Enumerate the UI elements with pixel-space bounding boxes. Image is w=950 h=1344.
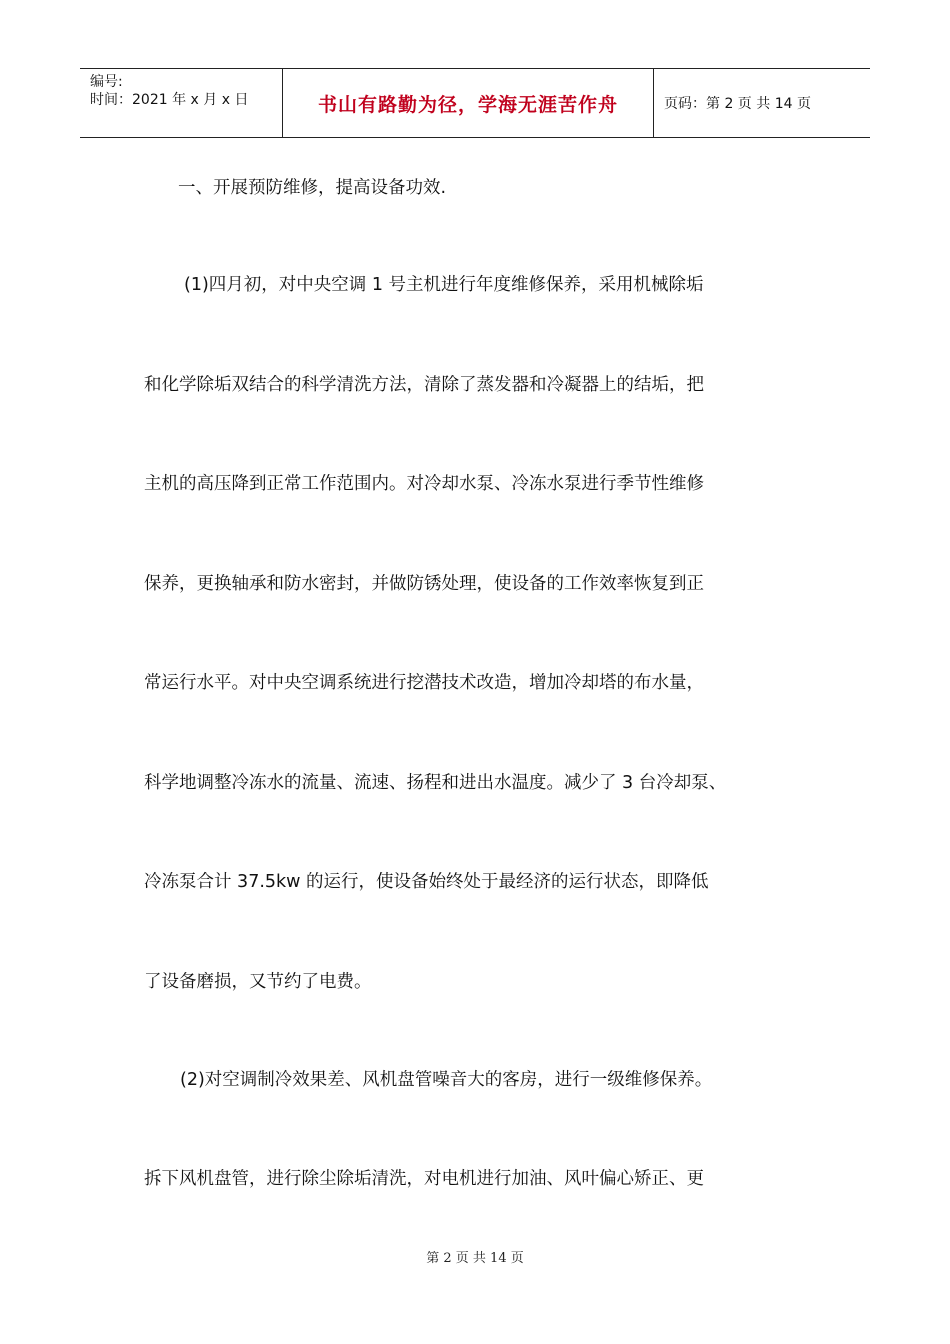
header-page-info: 页码：第 2 页 共 14 页 [664,96,811,112]
paragraph-line: 冷冻泵合计 37.5kw 的运行，使设备始终处于最经济的运行状态，即降低 [144,872,709,892]
header-meta [80,69,282,137]
paragraph-line: 和化学除垢双结合的科学清洗方法，清除了蒸发器和冷凝器上的结垢，把 [144,375,704,395]
paragraph-line: 常运行水平。对中央空调系统进行挖潜技术改造，增加冷却塔的布水量， [144,673,704,693]
paragraph-line: 保养，更换轴承和防水密封，并做防锈处理，使设备的工作效率恢复到正 [144,574,704,594]
paragraph-line: (1)四月初，对中央空调 1 号主机进行年度维修保养，采用机械除垢 [184,275,704,295]
document-date-label: 时间：2021 年 x 月 x 日 [90,92,249,108]
section-heading: 一、开展预防维修，提高设备功效. [178,178,447,198]
paragraph-line: (2)对空调制冷效果差、风机盘管噪音大的客房，进行一级维修保养。 [180,1070,713,1090]
paragraph-line: 了设备磨损，又节约了电费。 [144,972,372,992]
page-header [80,68,870,138]
header-motto: 书山有路勤为径，学海无涯苦作舟 [282,69,654,137]
paragraph-line: 主机的高压降到正常工作范围内。对冷却水泵、冷冻水泵进行季节性维修 [144,474,704,494]
page-footer: 第 2 页 共 14 页 [426,1251,524,1266]
paragraph-line: 科学地调整冷冻水的流量、流速、扬程和进出水温度。减少了 3 台冷却泵、 [144,773,727,793]
paragraph-line: 拆下风机盘管，进行除尘除垢清洗，对电机进行加油、风叶偏心矫正、更 [144,1169,704,1189]
document-number-label: 编号: [90,74,123,90]
